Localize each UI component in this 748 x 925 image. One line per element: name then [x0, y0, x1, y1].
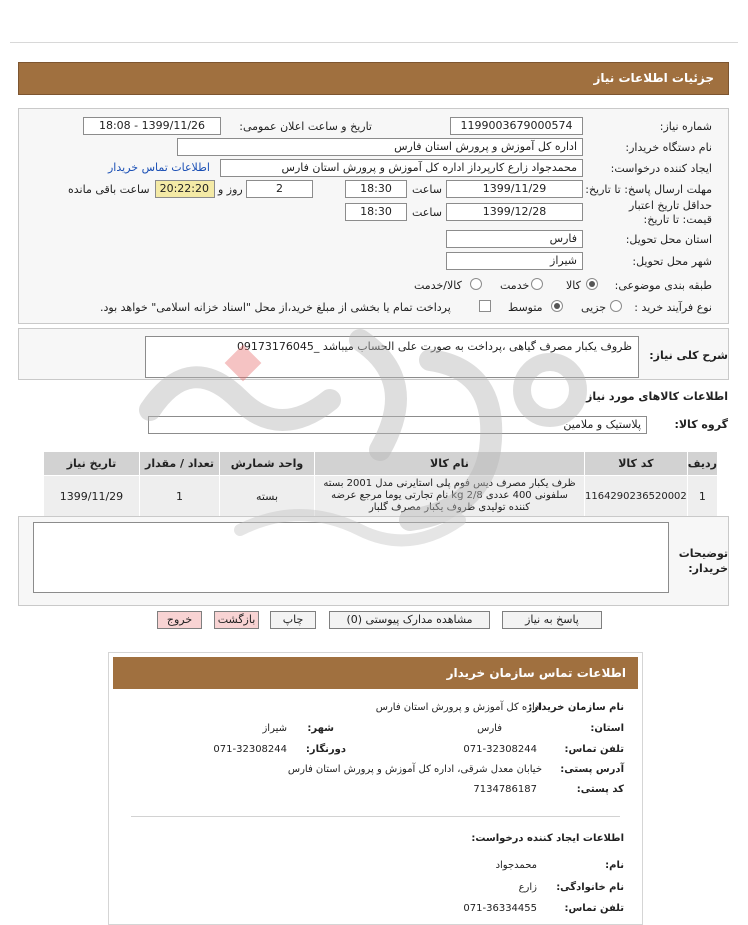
row-date: 1399/11/29 — [44, 476, 140, 517]
deadline-time-label: ساعت — [412, 183, 442, 196]
row-index: 1 — [687, 476, 717, 517]
description-textarea[interactable]: ظروف یکبار مصرف گیاهی ،پرداخت به صورت علی الحساب میباشد _09173176045 — [145, 336, 639, 378]
process-label: نوع فرآیند خرید : — [634, 301, 712, 314]
creator-last-value: زارع — [518, 882, 537, 893]
creator-first-value: محمدجواد — [495, 860, 537, 871]
creator-section-title: اطلاعات ایجاد کننده درخواست: — [471, 833, 624, 844]
buyer-org-label: نام دستگاه خریدار: — [625, 141, 712, 154]
payment-note: پرداخت تمام یا بخشی از مبلغ خرید،از محل "اسناد خزانه اسلامی" خواهد بود. — [100, 301, 451, 314]
col-qty: تعداد / مقدار — [139, 452, 219, 476]
contact-postal-label: کد پستی: — [576, 784, 624, 795]
announce-field: 1399/11/26 - 18:08 — [83, 117, 221, 135]
contact-postal-value: 7134786187 — [473, 784, 537, 795]
goods-group-label: گروه کالا: — [674, 418, 728, 431]
contact-city-label: شهر: — [307, 723, 334, 734]
category-radio-service[interactable] — [531, 278, 543, 290]
goods-group-field: پلاستیک و ملامین — [148, 416, 647, 434]
top-divider — [10, 42, 738, 43]
contact-address-label: آدرس پستی: — [560, 764, 624, 775]
validity-label-text: حداقل تاریخ اعتبار قیمت: تا تاریخ: — [628, 199, 712, 226]
description-label: شرح کلی نیاز: — [649, 349, 728, 362]
goods-table-container — [43, 451, 718, 517]
contact-org-label: نام سازمان خریدار: — [528, 702, 624, 713]
days-label: روز و — [218, 183, 243, 196]
goods-table-header-row — [44, 452, 718, 476]
contact-province-value: فارس — [477, 723, 502, 734]
need-number-label: شماره نیاز: — [659, 120, 712, 133]
contact-address-value: خیابان معدل شرقی، اداره کل آموزش و پرورش استان فارس — [287, 764, 542, 775]
category-radio-goods[interactable] — [586, 278, 598, 290]
creator-field: محمدجواد زارع کارپرداز اداره کل آموزش و پرورش استان فارس — [220, 159, 583, 177]
province-field: فارس — [446, 230, 583, 248]
buyer-contact-link-text: اطلاعات تماس خریدار — [108, 161, 210, 174]
print-button[interactable]: چاپ — [270, 611, 316, 629]
col-index: ردیف — [687, 452, 717, 476]
need-number-field: 1199003679000574 — [450, 117, 583, 135]
buyer-contact-link[interactable] — [108, 161, 210, 174]
notes-label — [668, 546, 728, 576]
contact-city-value: شیراز — [262, 723, 287, 734]
contact-fax-value: 071-32308244 — [213, 744, 287, 755]
announce-label: تاریخ و ساعت اعلان عمومی: — [239, 120, 372, 133]
buyer-org-field: اداره کل آموزش و پرورش استان فارس — [177, 138, 583, 156]
creator-phone-value: 071-36334455 — [463, 903, 537, 914]
days-field: 2 — [246, 180, 313, 198]
view-docs-button[interactable]: مشاهده مدارک پیوستی (0) — [329, 611, 490, 629]
contact-divider — [131, 816, 620, 817]
validity-date-field: 1399/12/28 — [446, 203, 583, 221]
category-radio-both[interactable] — [470, 278, 482, 290]
page-header: جزئیات اطلاعات نیاز — [18, 62, 729, 95]
deadline-label: مهلت ارسال پاسخ: تا تاریخ: — [585, 183, 712, 196]
contact-province-label: استان: — [590, 723, 624, 734]
city-label: شهر محل تحویل: — [632, 255, 712, 268]
process-option-medium: متوسط — [508, 301, 543, 314]
process-radio-medium[interactable] — [551, 300, 563, 312]
city-field: شیراز — [446, 252, 583, 270]
treasury-checkbox[interactable] — [479, 300, 491, 312]
creator-last-label: نام خانوادگی: — [556, 882, 624, 893]
remaining-time-field: 20:22:20 — [155, 180, 215, 198]
contact-phone-value: 071-32308244 — [463, 744, 537, 755]
back-button[interactable]: بازگشت — [214, 611, 259, 629]
row-qty: 1 — [139, 476, 219, 517]
validity-label — [612, 199, 712, 227]
col-unit: واحد شمارش — [219, 452, 314, 476]
deadline-time-field: 18:30 — [345, 180, 407, 198]
category-option-service: خدمت — [500, 279, 530, 292]
creator-first-label: نام: — [605, 860, 624, 871]
category-option-goods: کالا — [566, 279, 581, 292]
row-unit: بسته — [219, 476, 314, 517]
province-label: استان محل تحویل: — [625, 233, 712, 246]
creator-label: ایجاد کننده درخواست: — [610, 162, 712, 175]
goods-table — [43, 451, 718, 517]
row-code: 1164290236520002 — [584, 476, 687, 517]
row-name: ظرف یکبار مصرف دیس فوم پلی استایرنی مدل 2001 بسته سلفونی 400 عددی 2/8 kg نام تجارتی یوما مرجع عرضه کننده تولیدی ظروف یکبار مصرف گلبار — [314, 476, 584, 517]
col-code: کد کالا — [584, 452, 687, 476]
contact-card — [108, 652, 643, 925]
category-option-both: کالا/خدمت — [414, 279, 462, 292]
validity-time-label: ساعت — [412, 206, 442, 219]
col-date: تاریخ نیاز — [44, 452, 140, 476]
process-option-minor: جزیی — [581, 301, 607, 314]
validity-time-field: 18:30 — [345, 203, 407, 221]
exit-button[interactable]: خروج — [157, 611, 202, 629]
process-radio-minor[interactable] — [610, 300, 622, 312]
creator-phone-label: تلفن تماس: — [564, 903, 624, 914]
col-name: نام کالا — [314, 452, 584, 476]
reply-button[interactable]: پاسخ به نیاز — [502, 611, 602, 629]
category-label: طبقه بندی موضوعی: — [614, 279, 712, 292]
contact-org-value: اداره کل آموزش و پرورش استان فارس — [375, 702, 542, 713]
goods-section-title: اطلاعات کالاهای مورد نیاز — [586, 390, 728, 403]
notes-label-text: توضیحات خریدار: — [678, 547, 728, 575]
contact-fax-label: دورنگار: — [305, 744, 346, 755]
contact-card-title: اطلاعات تماس سازمان خریدار — [113, 657, 638, 689]
deadline-date-field: 1399/11/29 — [446, 180, 583, 198]
remaining-label: ساعت باقی مانده — [68, 183, 150, 196]
table-row — [44, 476, 718, 517]
contact-phone-label: تلفن تماس: — [564, 744, 624, 755]
notes-textarea[interactable] — [33, 522, 669, 593]
